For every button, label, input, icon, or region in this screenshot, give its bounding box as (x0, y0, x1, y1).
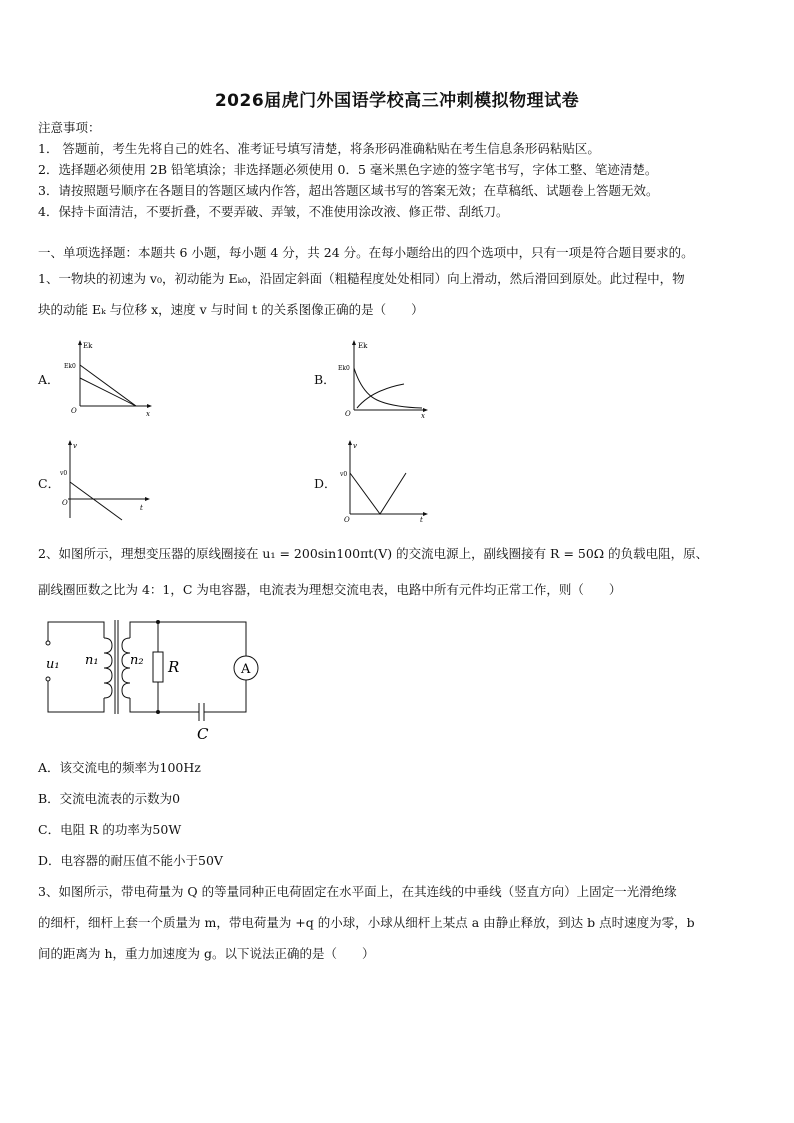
q2-option-d: D．电容器的耐压值不能小于50V (38, 853, 223, 868)
q1-option-c-label: C． (38, 476, 61, 491)
q2-circuit-diagram (40, 612, 260, 747)
graph-b-y-label: Ek (358, 342, 368, 350)
q1-graph-b (332, 338, 432, 418)
q2-line1: 2、如图所示，理想变压器的原线圈接在 u₁ = 200sin100πt(V) 的交流电源上，副线圈接有 R = 50Ω 的负载电阻，原、 (38, 546, 709, 561)
notice-item-3: 3．请按照题号顺序在各题目的答题区域内作答，超出答题区域书写的答案无效；在草稿纸、试题卷上答题无效。 (38, 183, 659, 198)
graph-a-origin-label: O (71, 407, 77, 415)
graph-d-v0-label: v0 (340, 471, 348, 478)
graph-a-y-label: Ek (83, 342, 93, 350)
page-title: 2026届虎门外国语学校高三冲刺模拟物理试卷 (214, 91, 580, 111)
graph-a-ek0-label: Ek0 (64, 363, 76, 370)
graph-c-y-label: v (73, 442, 77, 450)
q1-option-a-label: A． (38, 372, 60, 387)
section-heading: 一、单项选择题：本题共 6 小题，每小题 4 分，共 24 分。在每小题给出的四个选项中，只有一项是符合题目要求的。 (38, 245, 694, 260)
circuit-n2-label: n₂ (130, 653, 144, 668)
notice-item-4: 4．保持卡面清洁，不要折叠，不要弄破、弄皱，不准使用涂改液、修正带、刮纸刀。 (38, 204, 509, 219)
notice-item-1: 1． 答题前，考生先将自己的姓名、准考证号填写清楚，将条形码准确粘贴在考生信息条形码粘贴区。 (38, 141, 600, 156)
graph-a-x-label: x (146, 410, 150, 418)
graph-c-origin-label: O (62, 499, 68, 507)
graph-b-ek0-label: Ek0 (338, 365, 350, 372)
q2-option-b: B．交流电流表的示数为0 (38, 791, 181, 806)
circuit-u1-label: u₁ (46, 657, 60, 672)
graph-b-x-label: x (421, 412, 425, 418)
graph-d-y-label: v (353, 442, 357, 450)
q2-line2: 副线圈匝数之比为 4：1，C 为电容器，电流表为理想交流电表，电路中所有元件均正常工作，则（ ） (38, 582, 622, 597)
notice-item-2: 2．选择题必须使用 2B 铅笔填涂；非选择题必须使用 0．5 毫米黑色字迹的签字笔书写，字体工整、笔迹清楚。 (38, 162, 658, 177)
q3-line1: 3、如图所示，带电荷量为 Q 的等量同种正电荷固定在水平面上，在其连线的中垂线（竖直方向）上固定一光滑绝缘 (38, 884, 677, 899)
q1-line2: 块的动能 Eₖ 与位移 x，速度 v 与时间 t 的关系图像正确的是（ ） (38, 302, 424, 317)
q1-graph-c (58, 438, 158, 524)
q1-graph-a (58, 338, 158, 418)
q3-line3: 间的距离为 h，重力加速度为 g。以下说法正确的是（ ） (38, 946, 375, 961)
circuit-n1-label: n₁ (85, 653, 99, 668)
circuit-r-label: R (168, 658, 180, 676)
notice-heading: 注意事项： (38, 120, 101, 135)
q3-line2: 的细杆，细杆上套一个质量为 m，带电荷量为 +q 的小球，小球从细杆上某点 a 由静止释放，到达 b 点时速度为零，b (38, 915, 695, 930)
graph-d-origin-label: O (344, 516, 350, 524)
graph-b-origin-label: O (345, 410, 351, 418)
circuit-c-label: C (197, 725, 209, 743)
q1-option-b-label: B． (314, 372, 336, 387)
q1-line1: 1、一物块的初速为 v₀，初动能为 Eₖ₀，沿固定斜面（粗糙程度处处相同）向上滑动，然后滑回到原处。此过程中，物 (38, 271, 685, 286)
q2-option-a: A．该交流电的频率为100Hz (38, 760, 201, 775)
graph-c-t-label: t (140, 504, 143, 512)
graph-d-t-label: t (420, 516, 423, 524)
q1-option-d-label: D． (314, 476, 337, 491)
q2-option-c: C．电阻 R 的功率为50W (38, 822, 182, 837)
graph-c-v0-label: v0 (60, 470, 68, 477)
ammeter-label: A (241, 662, 251, 677)
q1-graph-d (332, 438, 432, 524)
